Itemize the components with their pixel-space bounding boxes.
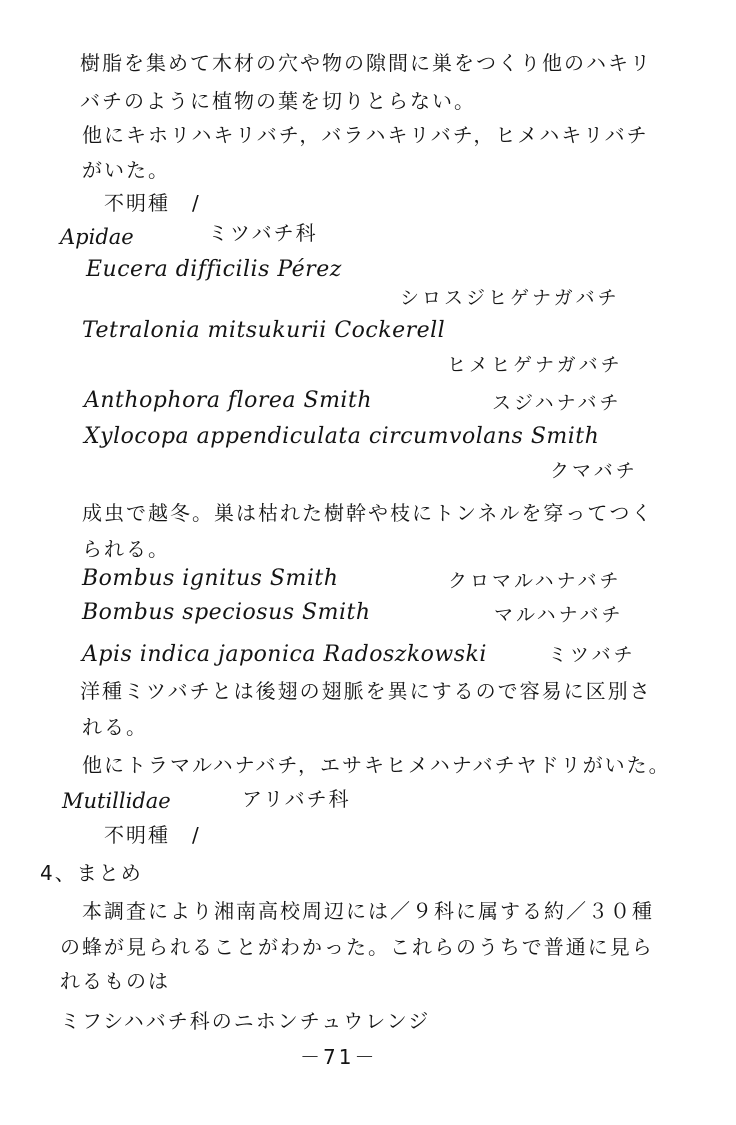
body-text-line: られる。 xyxy=(82,537,170,561)
unknown-species-entry: 不明種 / xyxy=(104,823,201,847)
body-text-line: 樹脂を集めて木材の穴や物の隙間に巣をつくり他のハキリ xyxy=(80,51,652,75)
species-latin-name: Anthophora florea Smith xyxy=(84,388,372,413)
page-number: －71－ xyxy=(300,1045,378,1069)
body-text-line: 洋種ミツバチとは後翅の翅脈を異にするので容易に区別さ xyxy=(80,679,652,703)
species-latin-name: Bombus ignitus Smith xyxy=(82,566,339,591)
body-text-line: の蜂が見られることがわかった。これらのうちで普通に見ら xyxy=(60,935,654,959)
family-name-latin: Mutillidae xyxy=(62,789,171,813)
species-japanese-name: クマバチ xyxy=(550,460,638,482)
family-name-latin: Apidae xyxy=(60,225,134,249)
species-latin-name: Bombus speciosus Smith xyxy=(82,600,371,625)
unknown-species-entry: 不明種 / xyxy=(104,191,201,215)
species-japanese-name: ヒメヒゲナガバチ xyxy=(447,354,623,376)
section-heading: 4、まとめ xyxy=(40,861,143,885)
body-text-line: ミフシハバチ科のニホンチュウレンジ xyxy=(60,1009,431,1033)
species-latin-name: Xylocopa appendiculata circumvolans Smith xyxy=(84,424,600,449)
body-text-line: 他にトラマルハナバチ，エサキヒメハナバチヤドリがいた。 xyxy=(82,753,671,777)
family-name-japanese: アリバチ科 xyxy=(242,787,351,811)
species-japanese-name: マルハナバチ xyxy=(494,604,624,626)
body-text-line: 他にキホリハキリバチ，バラハキリバチ，ヒメハキリバチ xyxy=(82,123,649,147)
species-japanese-name: スジハナバチ xyxy=(492,392,622,414)
body-text-line: れるものは xyxy=(60,969,170,993)
species-latin-name: Eucera difficilis Pérez xyxy=(86,257,342,282)
body-text-line: バチのように植物の葉を切りとらない。 xyxy=(80,89,476,113)
body-text-line: れる。 xyxy=(82,715,148,739)
body-text-line: がいた。 xyxy=(82,158,170,182)
species-japanese-name: シロスジヒゲナガバチ xyxy=(400,287,620,309)
body-text-line: 成虫で越冬。巣は枯れた樹幹や枝にトンネルを穿ってつく xyxy=(82,501,654,525)
family-name-japanese: ミツバチ科 xyxy=(208,221,318,245)
species-japanese-name: ミツバチ xyxy=(548,644,636,666)
body-text-line: 本調査により湘南高校周辺には／９科に属する約／３０種 xyxy=(82,899,654,923)
species-latin-name: Apis indica japonica Radoszkowski xyxy=(82,642,487,667)
species-japanese-name: クロマルハナバチ xyxy=(448,570,622,592)
species-latin-name: Tetralonia mitsukurii Cockerell xyxy=(82,318,446,343)
